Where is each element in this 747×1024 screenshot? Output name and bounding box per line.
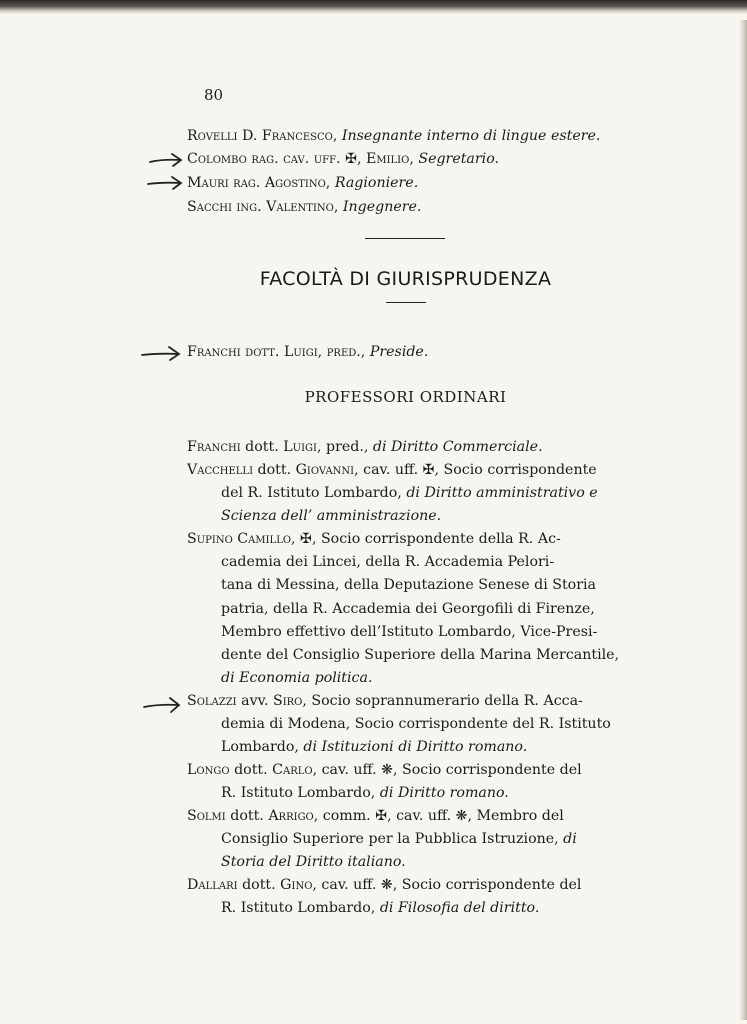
entry-text: dente del Consiglio Superiore della Marina Mercantile, xyxy=(221,647,620,663)
staff-line xyxy=(187,149,499,170)
entry-text: , cav. uff. ❋, Socio corrispondente del xyxy=(312,762,582,778)
subject-text: di Istituzioni di Diritto romano. xyxy=(303,739,528,756)
professor-entry-line xyxy=(221,506,441,527)
entry-text: , Socio soprannumerario della R. Acca- xyxy=(302,693,583,709)
page-number: 80 xyxy=(204,86,224,104)
subject-text: di Diritto Commerciale. xyxy=(372,439,543,455)
preside-name: Franchi dott. Luigi, pred., xyxy=(187,344,366,360)
scan-top-edge xyxy=(0,0,747,14)
section-title: PROFESSORI ORDINARI xyxy=(304,388,507,406)
person-name: Dallari xyxy=(187,877,238,893)
entry-text: , cav. uff. ✠, Socio corrispondente xyxy=(354,462,597,478)
entry-text: dott. xyxy=(229,762,273,778)
entry-text: , comm. ✠, cav. uff. ❋, Membro del xyxy=(313,808,564,824)
person-name: Supino Camillo xyxy=(187,531,292,547)
professor-entry-first-line xyxy=(187,760,582,781)
margin-arrow-icon xyxy=(140,343,182,363)
margin-arrow-icon xyxy=(148,151,184,169)
entry-text: Consiglio Superiore per la Pubblica Istruzione, xyxy=(221,831,564,848)
entry-text: cademia dei Lincei, della R. Accademia Pelori- xyxy=(221,554,555,571)
margin-arrow-icon xyxy=(142,695,182,715)
person-name: Gino xyxy=(280,877,313,893)
subject-text: di Diritto romano. xyxy=(379,785,509,802)
entry-text: tana di Messina, della Deputazione Senese di Storia xyxy=(221,577,597,594)
section-divider xyxy=(365,238,445,239)
person-name: Arrigo xyxy=(268,808,314,824)
professor-entry-line xyxy=(221,737,527,758)
staff-role: Insegnante interno di lingue estere. xyxy=(341,128,601,144)
entry-text: , pred., xyxy=(316,439,373,455)
entry-text: dott. xyxy=(225,808,269,824)
margin-arrow-icon xyxy=(146,174,184,192)
professor-entry-line xyxy=(221,599,595,620)
professor-entry-first-line xyxy=(187,806,564,827)
staff-line xyxy=(187,197,421,218)
faculty-title: FACOLTÀ DI GIURISPRUDENZA xyxy=(259,268,552,290)
entry-text: Lombardo, xyxy=(221,739,304,756)
scan-right-edge xyxy=(739,20,747,1020)
staff-line xyxy=(187,173,418,194)
title-underline xyxy=(386,302,426,303)
entry-text: dott. xyxy=(240,439,284,455)
entry-text: patria, della R. Accademia dei Georgofili di Firenze, xyxy=(221,600,595,617)
entry-text: del R. Istituto Lombardo, xyxy=(221,485,407,502)
professor-entry-first-line xyxy=(187,875,581,896)
professor-entry-line xyxy=(221,714,611,735)
subject-text: di Filosofia del diritto. xyxy=(379,900,540,917)
person-name: Luigi xyxy=(283,439,317,455)
professor-entry-first-line xyxy=(187,437,543,458)
professor-entry-first-line xyxy=(187,691,583,712)
professor-entry-line xyxy=(221,622,597,643)
professor-entry-first-line xyxy=(187,529,561,550)
staff-role: Ragioniere. xyxy=(334,175,419,191)
professor-entry-line xyxy=(221,829,577,850)
person-name: Siro xyxy=(272,693,303,709)
professor-entry-line xyxy=(221,898,539,919)
staff-name: Sacchi ing. Valentino, xyxy=(187,199,339,215)
professor-entry-line xyxy=(221,645,619,666)
person-name: Franchi xyxy=(187,439,241,455)
staff-role: Ingegnere. xyxy=(342,199,422,215)
entry-text: dott. xyxy=(237,877,281,893)
professor-entry-line xyxy=(221,575,596,596)
entry-text: R. Istituto Lombardo, xyxy=(221,785,380,802)
professor-entry-line xyxy=(221,783,509,804)
subject-text: di Economia politica. xyxy=(221,670,373,687)
professor-entry-line xyxy=(221,852,406,873)
subject-text: Scienza dell’ amministrazione. xyxy=(221,508,442,525)
person-name: Carlo xyxy=(272,762,313,778)
person-name: Solmi xyxy=(187,808,226,824)
professor-entry-line xyxy=(221,552,554,573)
entry-text: Membro effettivo dell’Istituto Lombardo, Vice-Presi- xyxy=(221,623,598,640)
entry-text: , cav. uff. ❋, Socio corrispondente del xyxy=(312,877,582,893)
preside-role: Preside. xyxy=(369,344,429,360)
entry-text: demia di Modena, Socio corrispondente del R. Istituto xyxy=(221,716,611,733)
entry-text: dott. xyxy=(253,462,296,478)
staff-name: Rovelli D. Francesco, xyxy=(187,128,338,144)
subject-text: Storia del Diritto italiano. xyxy=(221,854,406,871)
person-name: Longo xyxy=(187,762,230,778)
entry-text: , ✠, Socio corrispondente della R. Ac- xyxy=(291,531,561,547)
subject-text: di Diritto amministrativo e xyxy=(406,485,598,502)
preside-line xyxy=(187,342,428,363)
entry-text: R. Istituto Lombardo, xyxy=(221,900,380,917)
staff-name: Mauri rag. Agostino, xyxy=(187,175,331,191)
subject-text: di xyxy=(563,831,577,848)
staff-name: Colombo rag. cav. uff. ✠, Emilio, xyxy=(187,151,414,167)
entry-text: avv. xyxy=(236,693,273,709)
person-name: Solazzi xyxy=(187,693,237,709)
staff-role: Segretario. xyxy=(418,151,500,167)
person-name: Giovanni xyxy=(295,462,355,478)
professor-entry-line xyxy=(221,668,372,689)
professor-entry-first-line xyxy=(187,460,597,481)
professor-entry-line xyxy=(221,483,598,504)
staff-line xyxy=(187,126,600,147)
person-name: Vacchelli xyxy=(187,462,254,478)
